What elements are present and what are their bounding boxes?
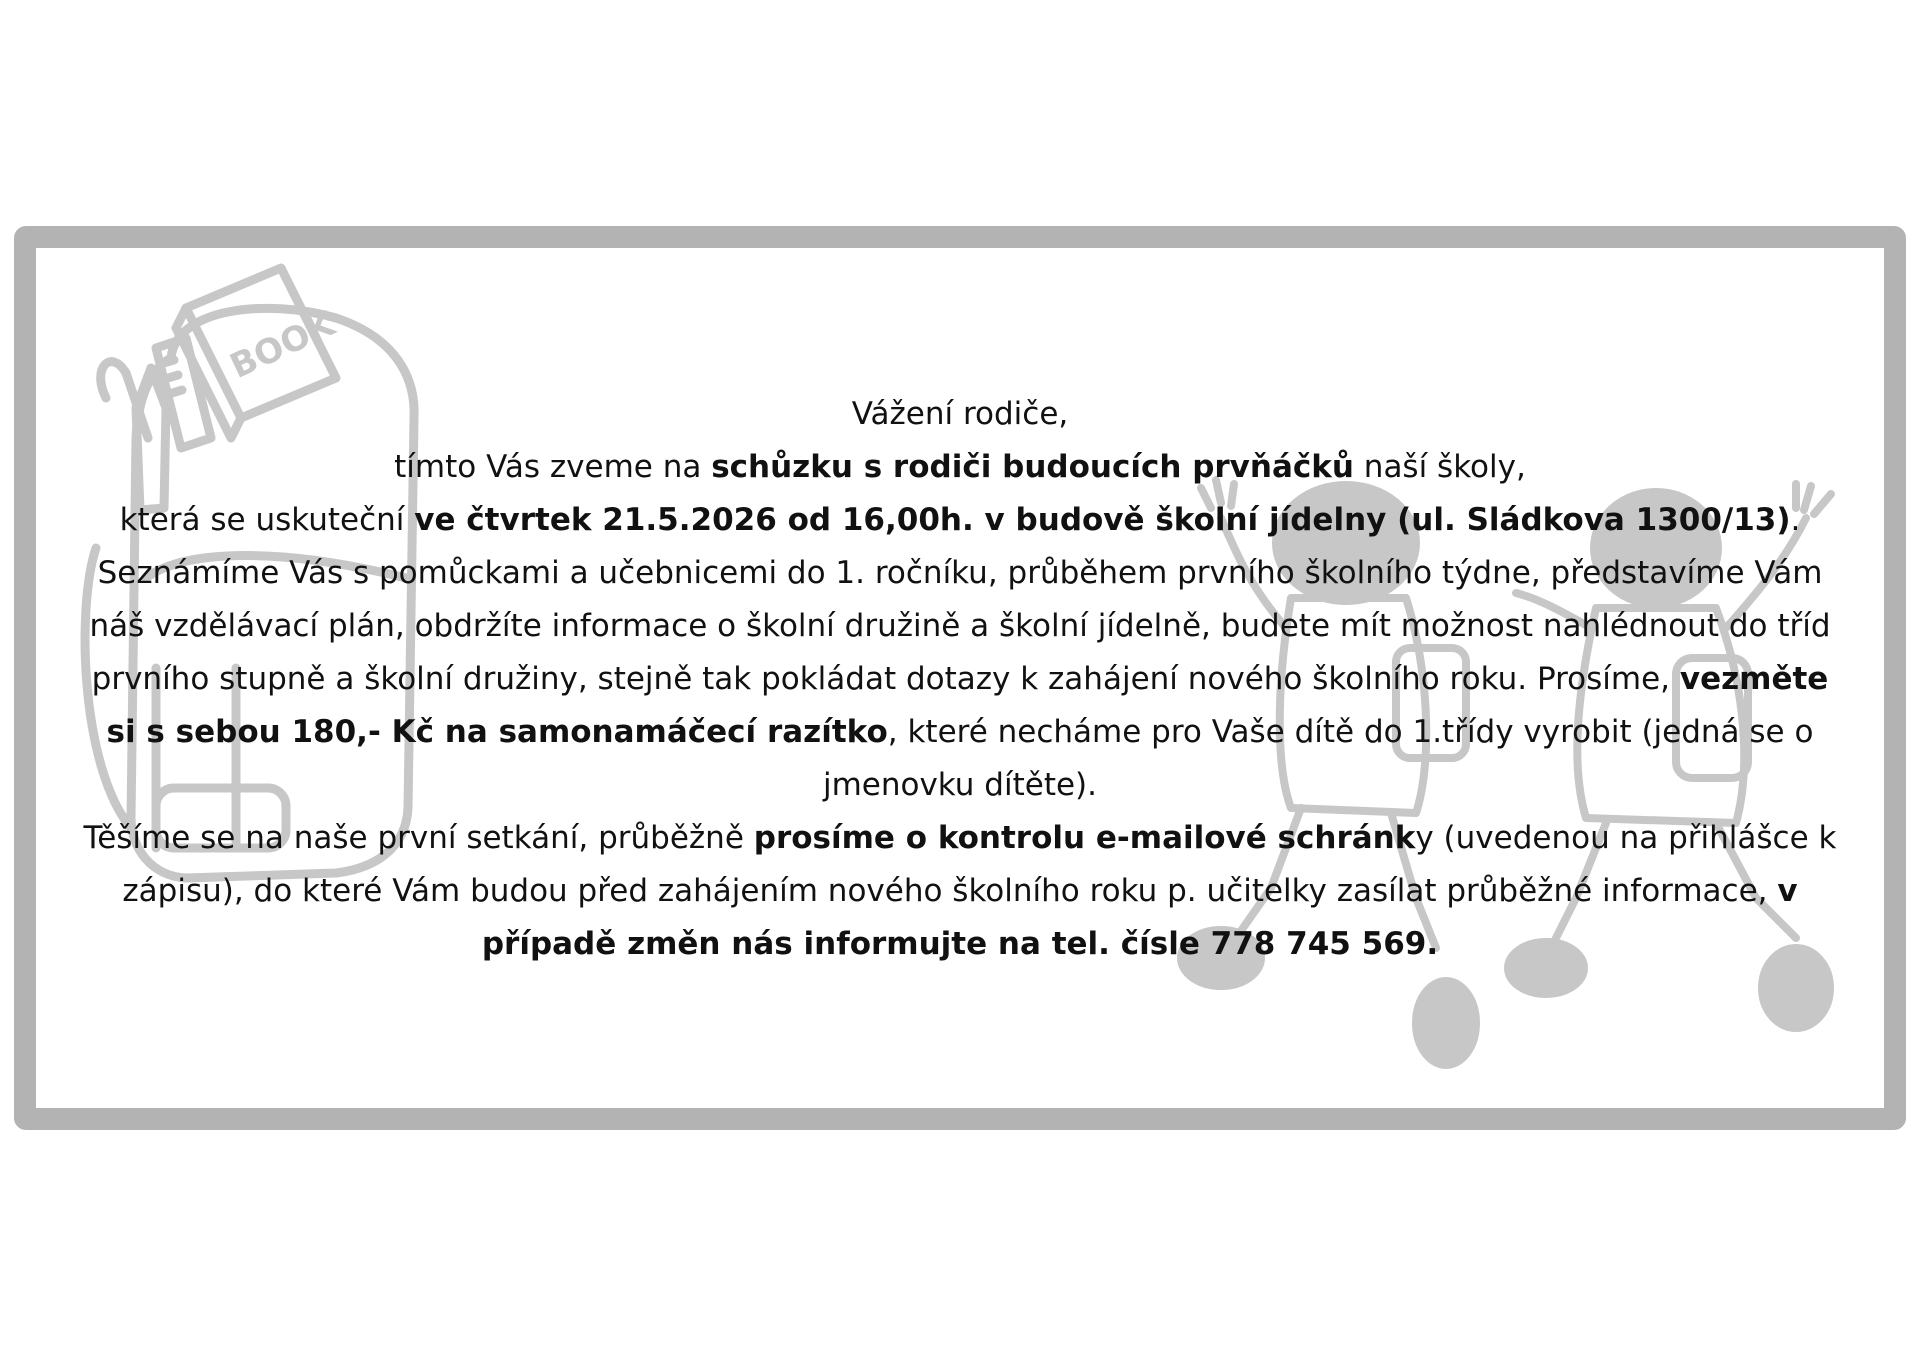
closing-highlight-email: prosíme o kontrolu e-mailové schránk bbox=[753, 820, 1416, 856]
program-pre: Seznámíme Vás s pomůckami a učebnicemi do 1. ročníku, průběhem prvního školního týdne, představíme Vám náš vzdělávací plán, obdržíte informace o školní družině a školní jídelně, budete mít možnost nahlédnout do tříd prvního stupně a školní družiny, stejně tak pokládat dotazy k zahájení nového školního roku. Prosíme, bbox=[89, 555, 1831, 697]
program-paragraph bbox=[72, 547, 1848, 812]
closing-highlight-phone: v případě změn nás informujte na tel. čísle 778 745 569. bbox=[481, 873, 1798, 962]
closing-mid: y (uvedenou na přihlášce k zápisu), do které Vám budou před zahájením nového školního roku p. učitelky zasílat průběžné informace, bbox=[122, 820, 1837, 909]
invite-line bbox=[72, 441, 1848, 494]
invitation-text bbox=[72, 388, 1848, 971]
when-highlight: ve čtvrtek 21.5.2026 od 16,00h. v budově školní jídelny (ul. Sládkova 1300/13) bbox=[414, 502, 1791, 538]
when-post: . bbox=[1790, 502, 1801, 538]
when-pre: která se uskuteční bbox=[119, 502, 415, 538]
program-post: , které necháme pro Vaše dítě do 1.třídy vyrobit (jedná se o jmenovku dítěte). bbox=[822, 714, 1814, 803]
invite-pre: tímto Vás zveme na bbox=[394, 449, 712, 485]
program-highlight: vezměte si s sebou 180,- Kč na samonamáčecí razítko bbox=[106, 661, 1829, 750]
notice-frame bbox=[14, 226, 1906, 1130]
salutation: Vážení rodiče, bbox=[851, 396, 1069, 432]
invite-post: naší školy, bbox=[1353, 449, 1526, 485]
closing-pre: Těšíme se na naše první setkání, průběžně bbox=[83, 820, 754, 856]
book-cover-label: BOOK bbox=[224, 304, 341, 387]
closing-paragraph bbox=[72, 812, 1848, 971]
invite-highlight: schůzku s rodiči budoucích prvňáčků bbox=[711, 449, 1354, 485]
when-line bbox=[72, 494, 1848, 547]
